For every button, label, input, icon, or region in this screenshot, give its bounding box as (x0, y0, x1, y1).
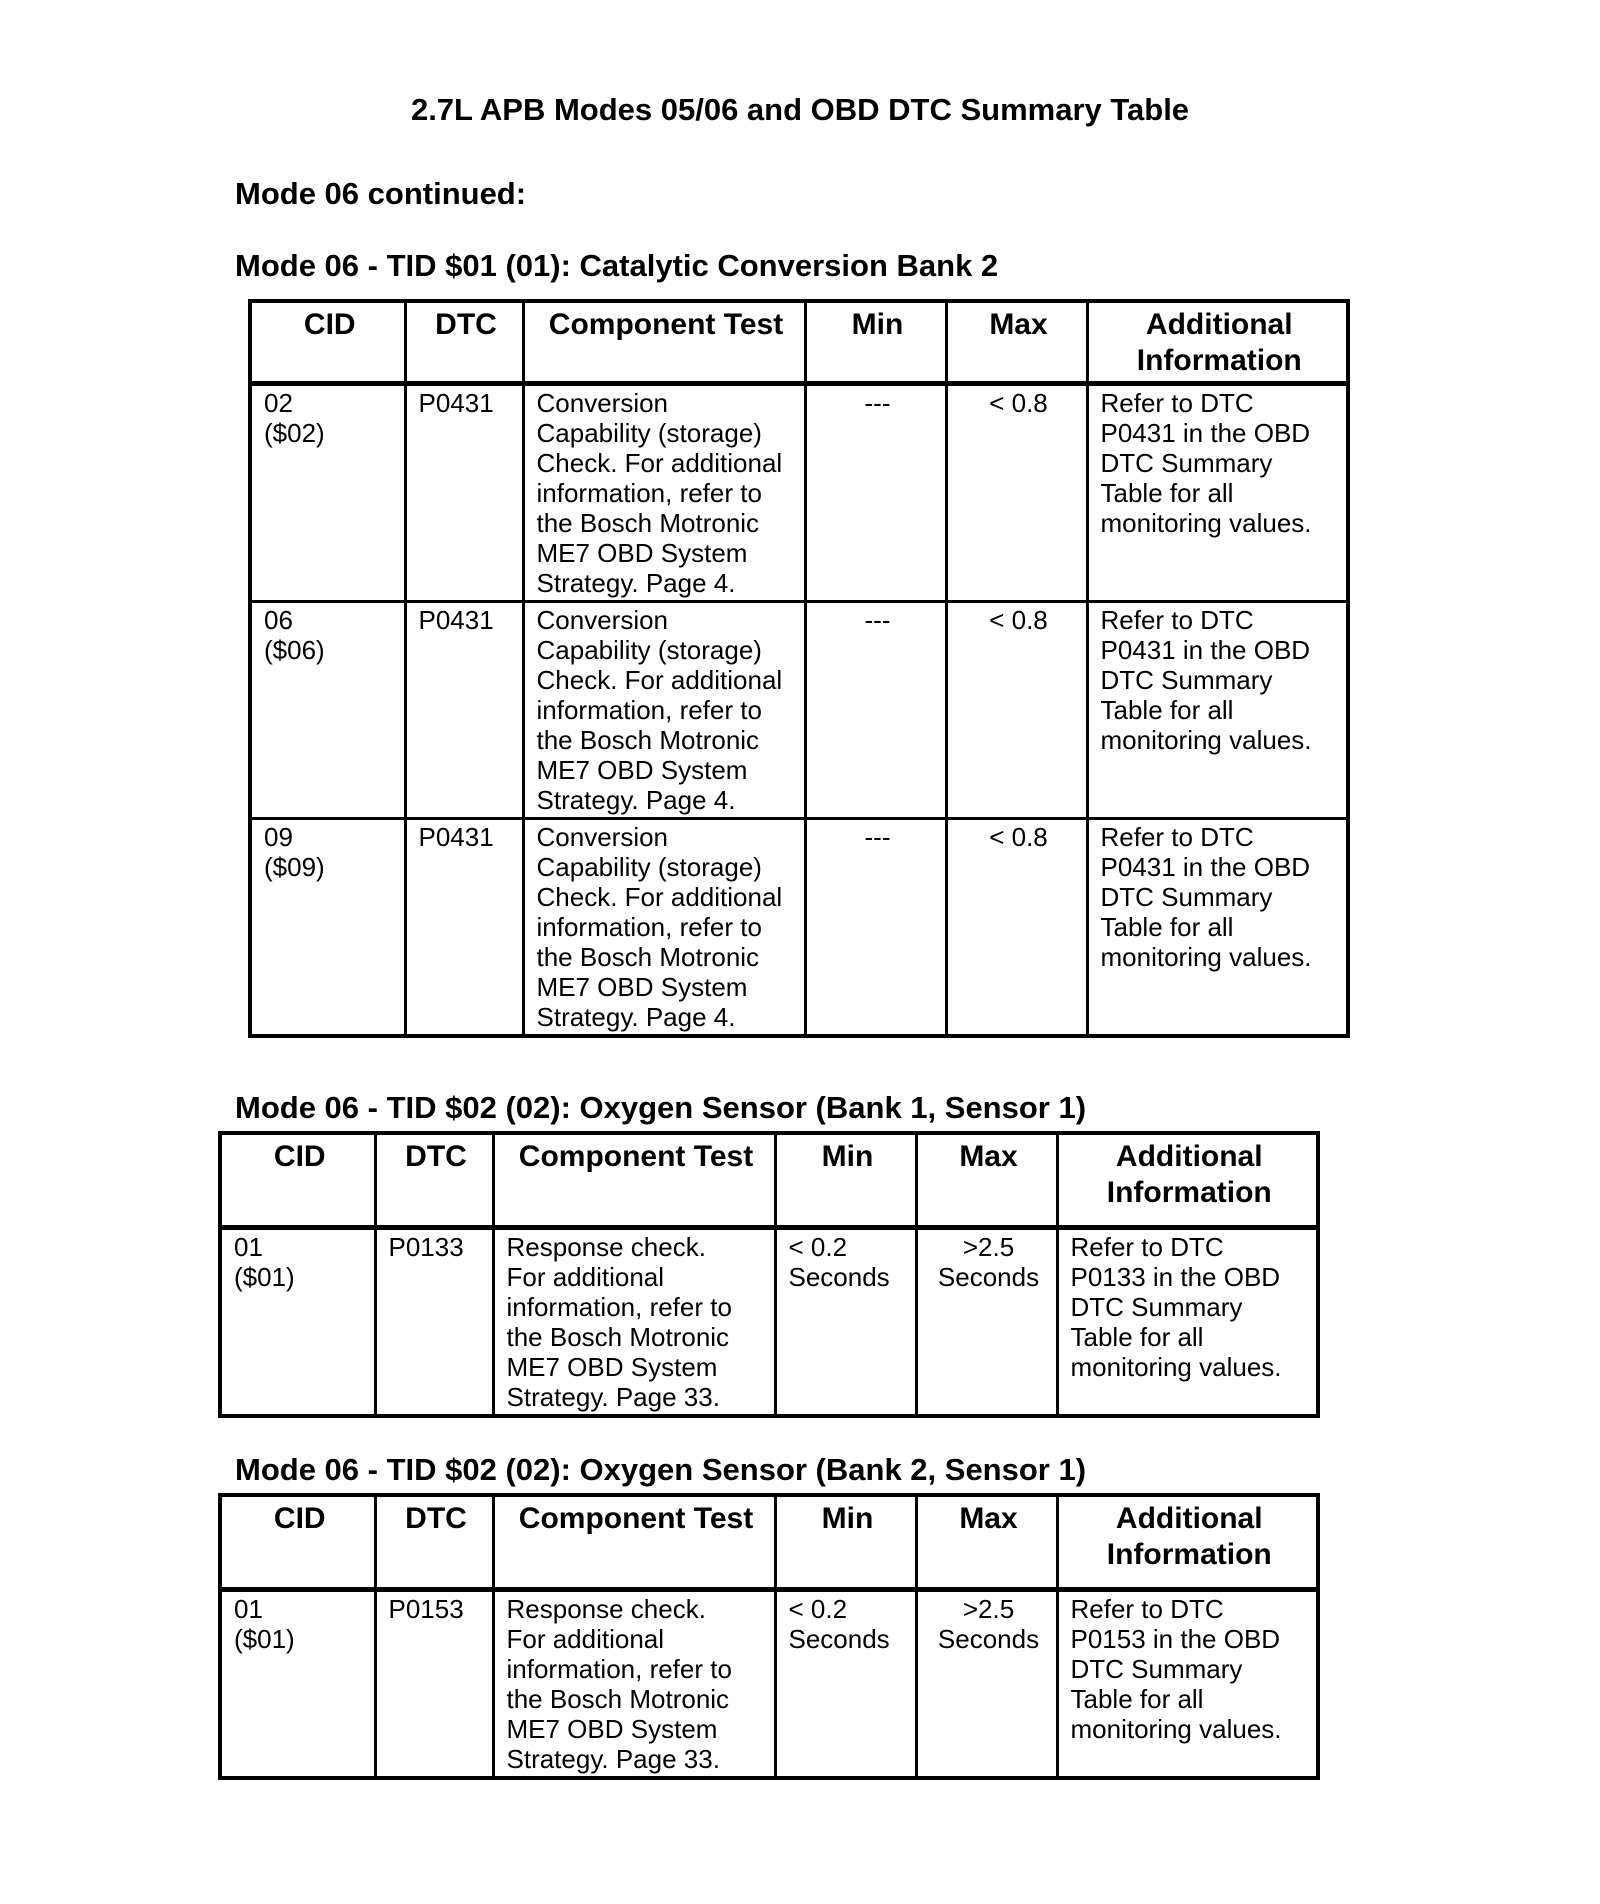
max-cell: >2.5 Seconds (916, 1227, 1057, 1416)
column-header-cid: CID (220, 1133, 375, 1227)
section-heading-tid02-bank1: Mode 06 - TID $02 (02): Oxygen Sensor (Bank 1, Sensor 1) (235, 1090, 1087, 1125)
cid-cell: 06 ($06) (250, 602, 405, 819)
cid-cell: 01 ($01) (220, 1227, 375, 1416)
column-header-min: Min (805, 301, 946, 384)
column-header-cid: CID (220, 1495, 375, 1589)
component-test-cell: Conversion Capability (storage) Check. For additional information, refer to the Bosch Motronic ME7 OBD System Strategy. Page 4. (523, 384, 805, 602)
cid-cell: 09 ($09) (250, 819, 405, 1037)
column-header-cid: CID (250, 301, 405, 384)
component-test-cell: Response check. For additional information, refer to the Bosch Motronic ME7 OBD System Strategy. Page 33. (493, 1589, 775, 1778)
min-cell: < 0.2 Seconds (775, 1589, 916, 1778)
column-header-min: Min (775, 1133, 916, 1227)
min-cell: --- (805, 819, 946, 1037)
table-row (220, 1589, 1318, 1778)
column-header-max: Max (916, 1133, 1057, 1227)
table-row (250, 819, 1348, 1037)
table-row (250, 602, 1348, 819)
max-cell: < 0.8 (946, 384, 1087, 602)
table-row (250, 384, 1348, 602)
column-header-dtc: DTC (405, 301, 523, 384)
additional-info-cell: Refer to DTC P0431 in the OBD DTC Summary Table for all monitoring values. (1087, 384, 1348, 602)
additional-info-cell: Refer to DTC P0431 in the OBD DTC Summary Table for all monitoring values. (1087, 602, 1348, 819)
document-title: 2.7L APB Modes 05/06 and OBD DTC Summary Table (410, 92, 1190, 127)
max-cell: < 0.8 (946, 819, 1087, 1037)
max-cell: < 0.8 (946, 602, 1087, 819)
column-header-additional-information: Additional Information (1087, 301, 1348, 384)
additional-info-cell: Refer to DTC P0431 in the OBD DTC Summary Table for all monitoring values. (1087, 819, 1348, 1037)
cid-cell: 01 ($01) (220, 1589, 375, 1778)
table-tid01-bank2 (248, 299, 1350, 1038)
cid-cell: 02 ($02) (250, 384, 405, 602)
dtc-cell: P0133 (375, 1227, 493, 1416)
column-header-dtc: DTC (375, 1133, 493, 1227)
min-cell: --- (805, 384, 946, 602)
component-test-cell: Conversion Capability (storage) Check. For additional information, refer to the Bosch Motronic ME7 OBD System Strategy. Page 4. (523, 602, 805, 819)
additional-info-cell: Refer to DTC P0153 in the OBD DTC Summary Table for all monitoring values. (1057, 1589, 1318, 1778)
column-header-component-test: Component Test (493, 1133, 775, 1227)
column-header-dtc: DTC (375, 1495, 493, 1589)
component-test-cell: Response check. For additional information, refer to the Bosch Motronic ME7 OBD System Strategy. Page 33. (493, 1227, 775, 1416)
column-header-min: Min (775, 1495, 916, 1589)
min-cell: --- (805, 602, 946, 819)
table-header-row (220, 1133, 1318, 1227)
component-test-cell: Conversion Capability (storage) Check. For additional information, refer to the Bosch Motronic ME7 OBD System Strategy. Page 4. (523, 819, 805, 1037)
dtc-cell: P0153 (375, 1589, 493, 1778)
mode-06-continued-heading: Mode 06 continued: (235, 176, 527, 211)
dtc-cell: P0431 (405, 819, 523, 1037)
section-heading-tid01-bank2: Mode 06 - TID $01 (01): Catalytic Conversion Bank 2 (235, 248, 999, 283)
section-heading-tid02-bank2: Mode 06 - TID $02 (02): Oxygen Sensor (Bank 2, Sensor 1) (235, 1452, 1087, 1487)
table-tid02-bank1-sensor1 (218, 1131, 1320, 1418)
min-cell: < 0.2 Seconds (775, 1227, 916, 1416)
column-header-max: Max (916, 1495, 1057, 1589)
column-header-additional-information: Additional Information (1057, 1133, 1318, 1227)
table-tid02-bank2-sensor1 (218, 1493, 1320, 1780)
table-header-row (220, 1495, 1318, 1589)
dtc-cell: P0431 (405, 384, 523, 602)
column-header-component-test: Component Test (523, 301, 805, 384)
dtc-cell: P0431 (405, 602, 523, 819)
table-row (220, 1227, 1318, 1416)
column-header-max: Max (946, 301, 1087, 384)
max-cell: >2.5 Seconds (916, 1589, 1057, 1778)
additional-info-cell: Refer to DTC P0133 in the OBD DTC Summary Table for all monitoring values. (1057, 1227, 1318, 1416)
column-header-component-test: Component Test (493, 1495, 775, 1589)
table-header-row (250, 301, 1348, 384)
column-header-additional-information: Additional Information (1057, 1495, 1318, 1589)
